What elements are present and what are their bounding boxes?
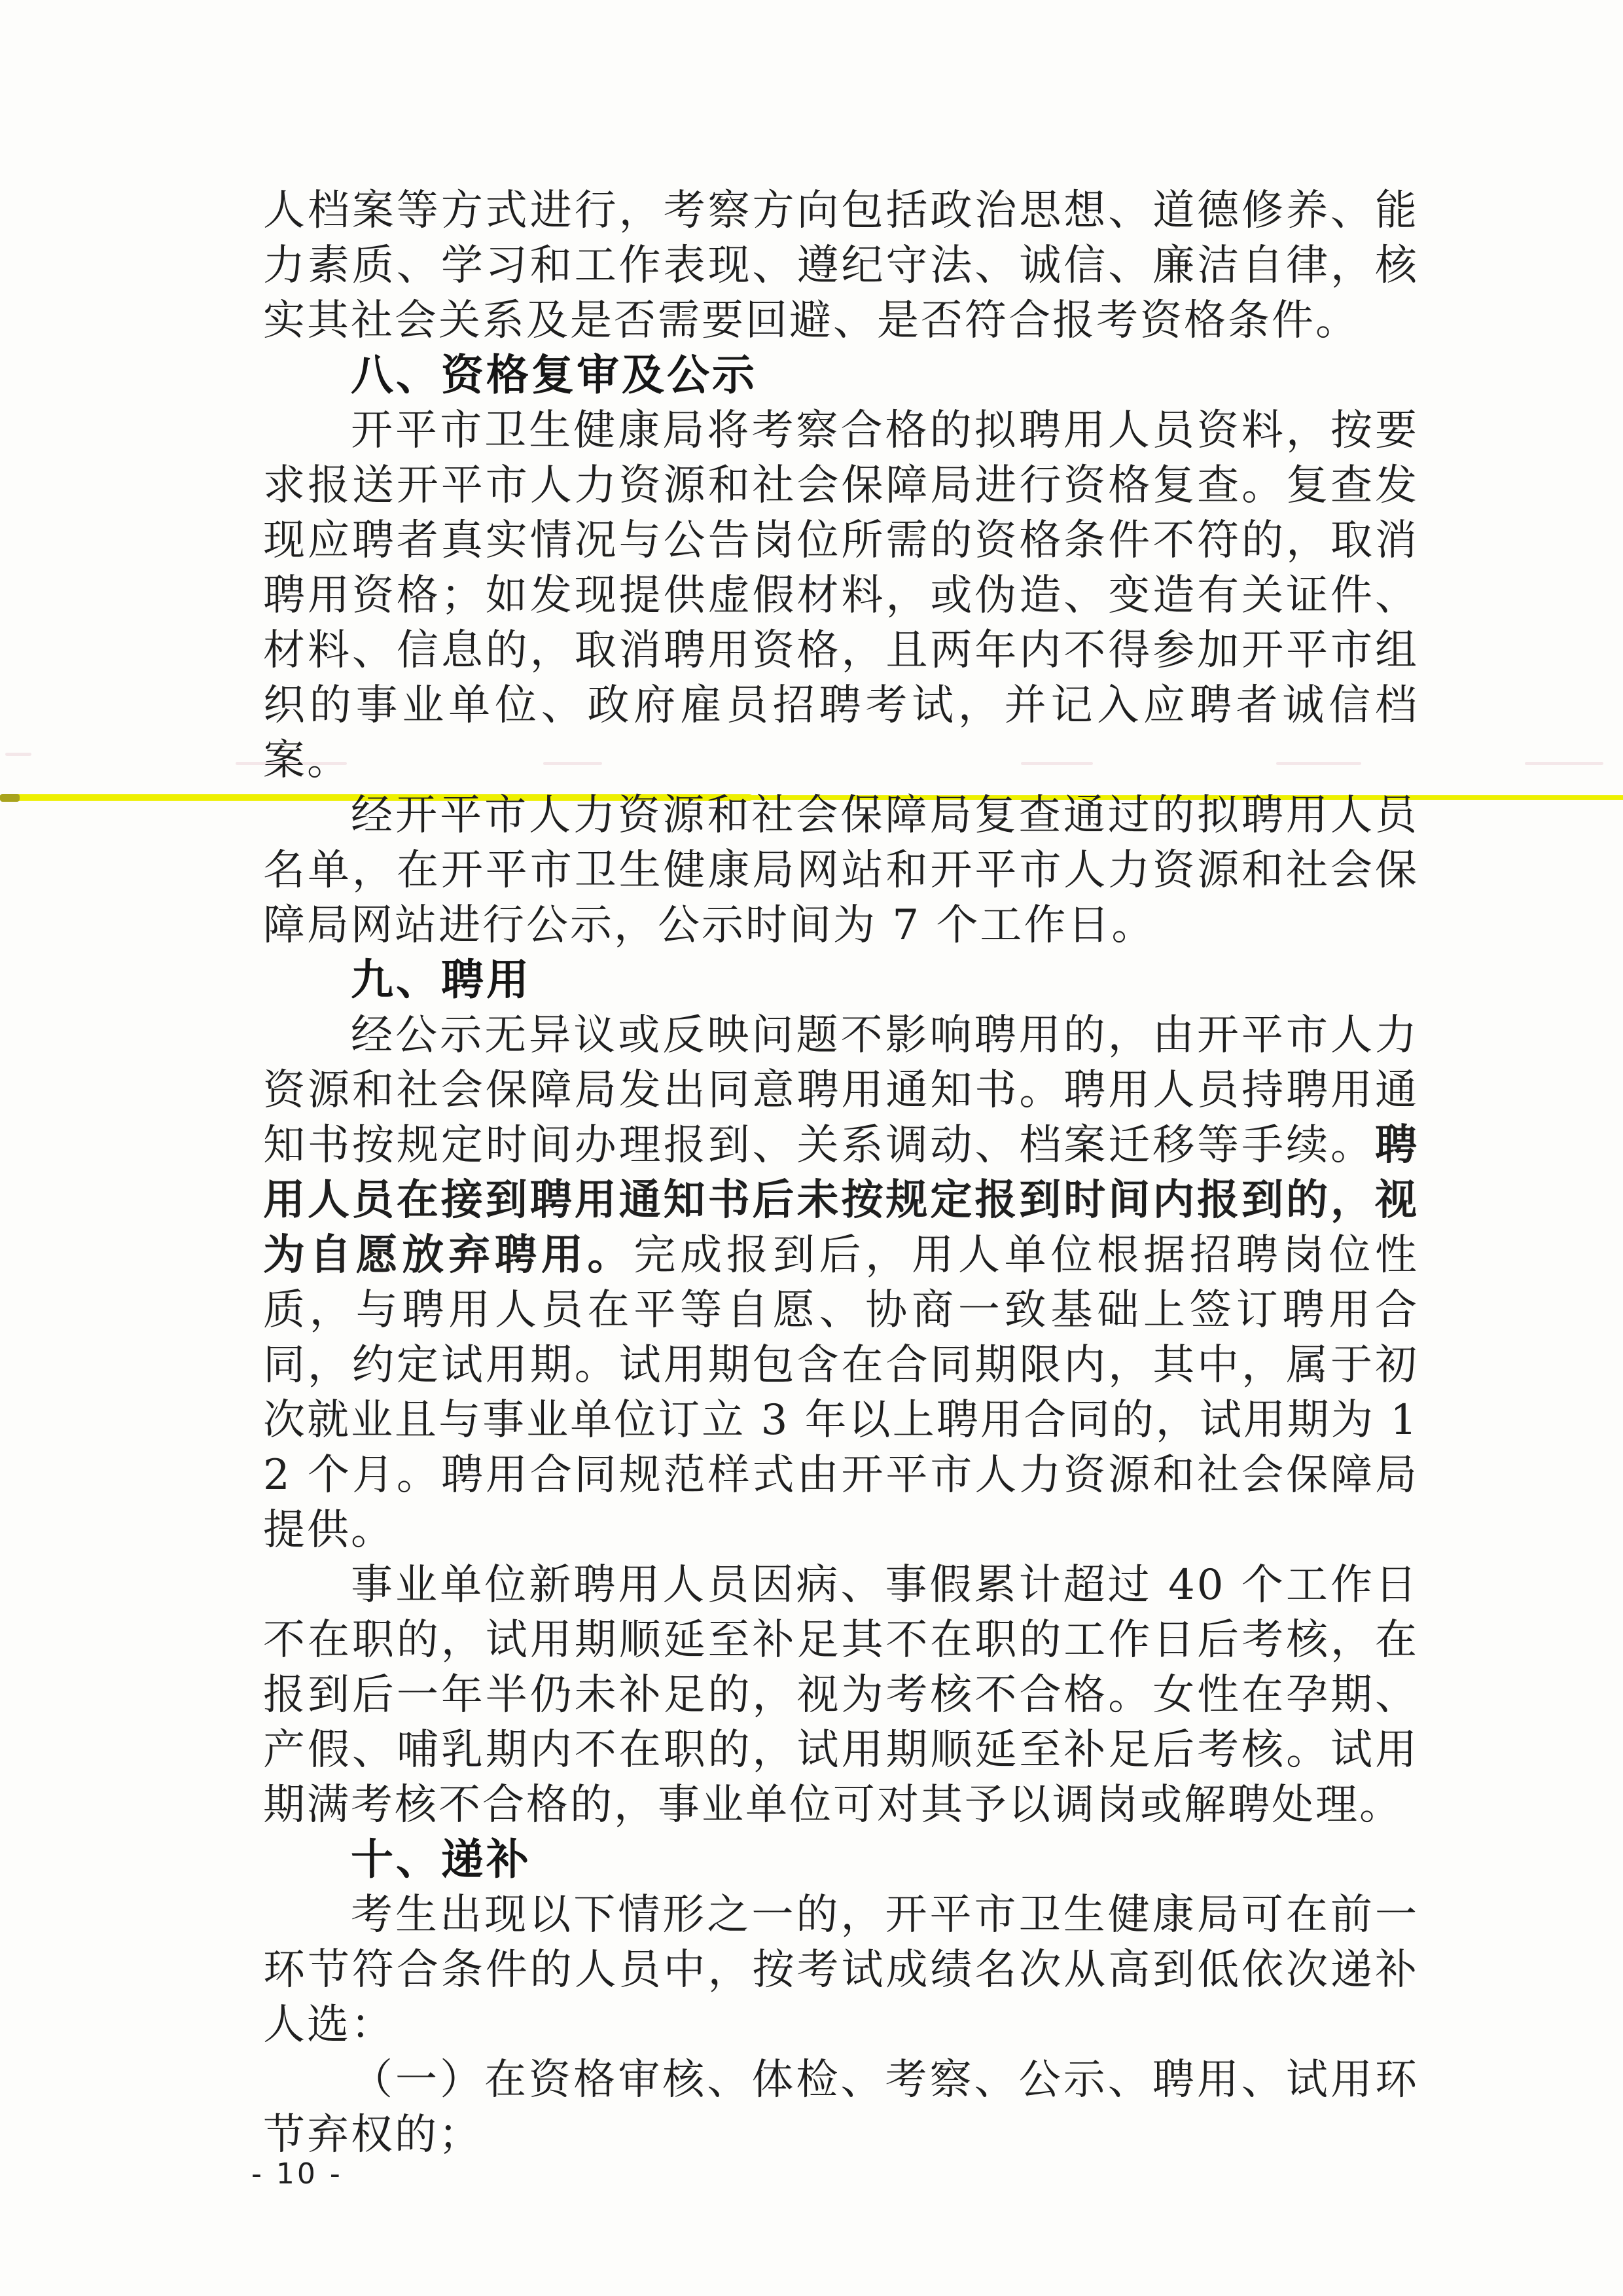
bold-emphasis: 八、资格复审及公示 <box>351 351 758 400</box>
section-heading <box>263 953 1419 1008</box>
scan-smudge <box>1525 762 1603 765</box>
text-segment: 经开平市人力资源和社会保障局复查通过的拟聘用人员名单，在开平市卫生健康局网站和开平市人力资源和社会保障局网站进行公示，公示时间为 7 个工作日。 <box>263 791 1419 950</box>
bold-emphasis: 九、聘用 <box>351 956 532 1005</box>
text-segment: 事业单位新聘用人员因病、事假累计超过 40 个工作日不在职的，试用期顺延至补足其不在职的工作日后考核，在报到后一年半仍未补足的，视为考核不合格。女性在孕期、产假、哺乳期内不在职的，试用期顺延至补足后考核。试用期满考核不合格的，事业单位可对其予以调岗或解聘处理。 <box>263 1561 1419 1829</box>
text-segment: 完成报到后，用人单位根据招聘岗位性质，与聘用人员在平等自愿、协商一致基础上签订聘用合同，约定试用期。试用期包含在合同期限内，其中，属于初次就业且与事业单位订立 3 年以上聘用合同的，试用期为 12 个月。聘用合同规范样式由开平市人力资源和社会保障局提供。 <box>263 1231 1419 1554</box>
text-column <box>263 183 1419 2162</box>
text-segment: 开平市卫生健康局将考察合格的拟聘用人员资料，按要求报送开平市人力资源和社会保障局进行资格复查。复查发现应聘者真实情况与公告岗位所需的资格条件不符的，取消聘用资格；如发现提供虚假材料，或伪造、变造有关证件、材料、信息的，取消聘用资格，且两年内不得参加开平市组织的事业单位、政府雇员招聘考试，并记入应聘者诚信档案。 <box>263 406 1419 785</box>
paragraph <box>263 1008 1419 1558</box>
yellow-highlighter-tip <box>0 794 20 802</box>
text-segment: （一）在资格审核、体检、考察、公示、聘用、试用环节弃权的； <box>263 2056 1419 2159</box>
section-heading <box>263 348 1419 403</box>
text-segment: 人档案等方式进行，考察方向包括政治思想、道德修养、能力素质、学习和工作表现、遵纪守法、诚信、廉洁自律，核实其社会关系及是否需要回避、是否符合报考资格条件。 <box>263 187 1419 345</box>
scan-smudge <box>5 753 31 756</box>
paragraph <box>263 403 1419 788</box>
text-segment: 考生出现以下情形之一的，开平市卫生健康局可在前一环节符合条件的人员中，按考试成绩名次从高到低依次递补人选： <box>263 1891 1419 2049</box>
section-heading <box>263 1833 1419 1888</box>
paragraph <box>263 1558 1419 1833</box>
paragraph <box>263 183 1419 348</box>
text-segment: 经公示无异议或反映问题不影响聘用的，由开平市人力资源和社会保障局发出同意聘用通知书。聘用人员持聘用通知书按规定时间办理报到、关系调动、档案迁移等手续。 <box>263 1011 1419 1170</box>
bold-emphasis: 聘用人员在接到聘用通知书后未按规定报到时间内报到的，视为自愿放弃聘用。 <box>263 1121 1419 1280</box>
page-number: - 10 - <box>251 2157 343 2191</box>
paragraph <box>263 2053 1419 2162</box>
paragraph <box>263 1888 1419 2053</box>
paragraph <box>263 788 1419 953</box>
bold-emphasis: 十、递补 <box>351 1835 532 1884</box>
